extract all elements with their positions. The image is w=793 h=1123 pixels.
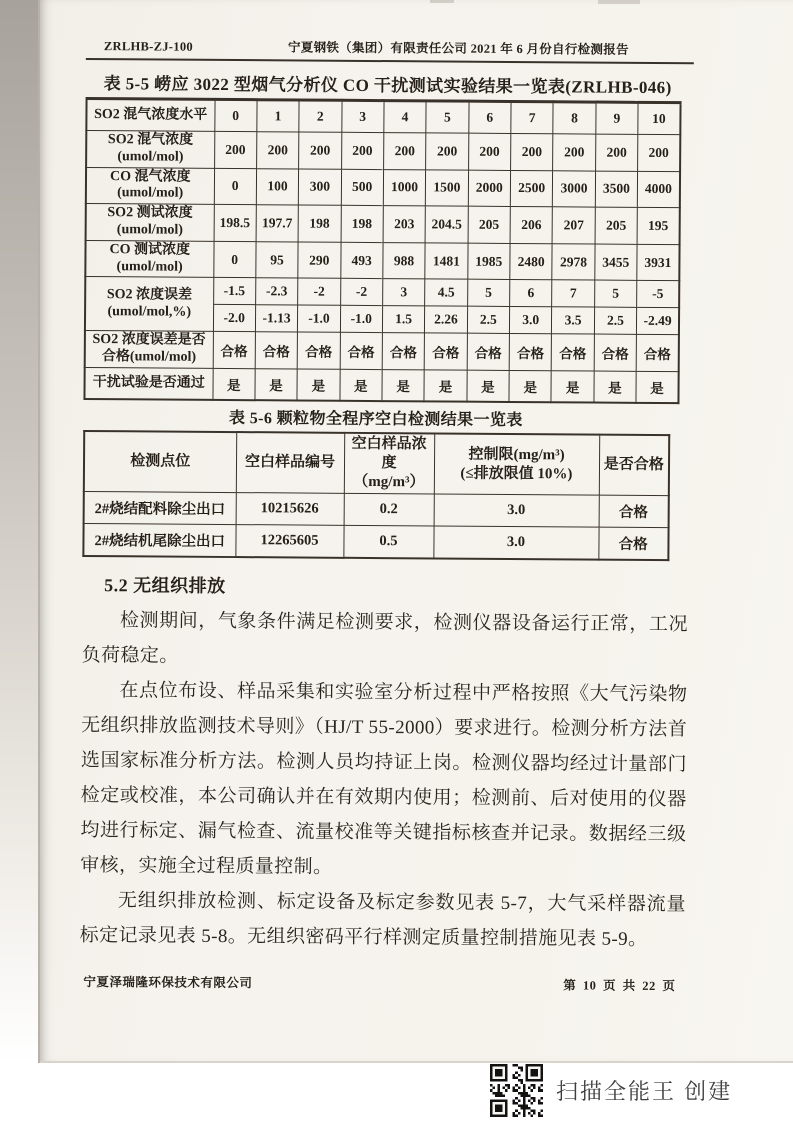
table-cell: 合格 <box>509 334 552 371</box>
table-cell: 200 <box>214 131 257 168</box>
table-cell: 200 <box>468 133 511 170</box>
table-cell: 3931 <box>637 244 680 281</box>
table-cell: -1.13 <box>255 305 298 332</box>
table-cell: 2.26 <box>425 306 468 333</box>
table-cell: 200 <box>426 133 469 170</box>
page-footer <box>79 972 681 994</box>
table-cell: 3000 <box>553 170 596 207</box>
table-cell: 是 <box>594 371 637 403</box>
table-cell: 合格 <box>552 334 595 371</box>
row-label: SO2 混气浓度 (umol/mol) <box>86 131 214 168</box>
table-cell: 5 <box>467 280 510 307</box>
table-cell: 合格 <box>213 332 256 369</box>
table-cell: -2.49 <box>637 308 680 335</box>
table-cell: 2#烧结机尾除尘出口 <box>83 523 235 557</box>
table-cell: 1500 <box>426 169 469 206</box>
column-header: 空白样品编号 <box>236 433 344 494</box>
table-cell: 是 <box>636 371 679 403</box>
table-cell: 5 <box>426 101 469 133</box>
table-cell: 200 <box>384 133 427 170</box>
table-cell: 1000 <box>383 169 426 206</box>
table-cell: -1.0 <box>340 306 383 333</box>
table-cell: 是 <box>424 370 467 402</box>
table-row <box>86 99 680 135</box>
table-cell: 是 <box>212 368 255 400</box>
paragraph-3: 无组织排放检测、标定设备及标定参数见表 5-7，大气采样器流量标定记录见表 5-8。无组织密码平行样测定质量控制措施见表 5-9。 <box>79 889 687 950</box>
table-cell: 9 <box>596 102 639 134</box>
table-cell: 1481 <box>425 243 468 280</box>
table-cell: 195 <box>637 208 680 245</box>
table-cell: 95 <box>256 241 299 278</box>
scan-artifact <box>598 0 640 4</box>
table-cell: 197.7 <box>256 205 299 242</box>
table-cell: 493 <box>340 242 383 279</box>
blank-test-table <box>82 430 670 560</box>
table-cell: 200 <box>511 133 554 170</box>
table-cell: 0 <box>213 241 256 278</box>
table-row <box>86 204 680 245</box>
table-cell: 204.5 <box>425 206 468 243</box>
table-row <box>85 277 679 308</box>
table-cell: -2.3 <box>255 278 298 305</box>
table-cell: 3.0 <box>509 307 552 334</box>
table-cell: 2 <box>299 100 342 132</box>
qr-code-icon <box>490 1064 543 1117</box>
table-row <box>84 367 678 403</box>
table-cell: 1985 <box>467 243 510 280</box>
table-cell: 是 <box>551 371 594 403</box>
table-cell: -1.5 <box>213 278 256 305</box>
table-row <box>85 331 679 372</box>
table-cell: 198 <box>298 205 341 242</box>
table-cell: 203 <box>383 206 426 243</box>
page-header <box>86 36 694 58</box>
table-cell: -5 <box>637 281 680 308</box>
row-label: CO 混气浓度 (umol/mol) <box>86 167 214 204</box>
table-cell: 200 <box>638 134 681 171</box>
table-cell: -2 <box>340 279 383 306</box>
table-cell: 是 <box>509 370 552 402</box>
table-cell: 200 <box>299 132 342 169</box>
table-cell: 12265605 <box>235 524 343 557</box>
table-cell: 300 <box>299 169 342 206</box>
table-cell: 3.0 <box>434 494 599 527</box>
table-cell: 200 <box>595 134 638 171</box>
table-cell: 290 <box>298 242 341 279</box>
table-cell: 合格 <box>594 334 637 371</box>
table-row <box>84 491 669 527</box>
table-cell: 合格 <box>297 332 340 369</box>
table-cell: 200 <box>341 132 384 169</box>
table-cell: 2480 <box>510 243 553 280</box>
report-title: 宁夏钢铁（集团）有限责任公司 2021 年 6 月份自行检测报告 <box>287 40 629 57</box>
table-cell: 0.2 <box>344 493 434 526</box>
table-cell: 0 <box>214 99 257 131</box>
table-cell: 0.5 <box>343 525 433 558</box>
column-header: 是否合格 <box>599 435 669 495</box>
table-cell: 合格 <box>382 333 425 370</box>
table-cell: 1 <box>257 100 300 132</box>
table-cell: 是 <box>340 369 383 401</box>
camscanner-watermark <box>0 1063 793 1123</box>
table-cell: 198.5 <box>214 205 257 242</box>
footer-company: 宁夏泽瑞隆环保技术有限公司 <box>83 975 253 991</box>
table-cell: 207 <box>552 207 595 244</box>
table-cell: 200 <box>256 132 299 169</box>
page-content <box>79 36 694 994</box>
table-cell: 0 <box>214 168 257 205</box>
table-cell: 合格 <box>598 527 668 560</box>
table-cell: 6 <box>468 101 511 133</box>
table-cell: 100 <box>256 168 299 205</box>
table-cell: 500 <box>341 169 384 206</box>
table-cell: 4 <box>384 101 427 133</box>
header-divider <box>86 58 694 64</box>
table-cell: 3 <box>383 279 426 306</box>
table-row <box>86 131 680 172</box>
table-header-row <box>84 431 669 495</box>
table-row <box>86 167 680 208</box>
table-cell: 7 <box>552 280 595 307</box>
watermark-caption: 扫描全能王 创建 <box>556 1079 733 1104</box>
table-row <box>83 523 668 560</box>
table-cell: 合格 <box>424 333 467 370</box>
table-cell: 合格 <box>340 333 383 370</box>
table-cell: 206 <box>510 207 553 244</box>
table-cell: 是 <box>297 369 340 401</box>
table-cell: 3.5 <box>552 307 595 334</box>
table-cell: 5 <box>594 280 637 307</box>
table-cell: 2.5 <box>467 307 510 334</box>
table-cell: 10215626 <box>236 492 344 525</box>
table-5-6-title: 表 5-6 颗粒物全程序空白检测结果一览表 <box>228 410 523 430</box>
table-cell: 3.0 <box>433 526 598 560</box>
row-label: SO2 混气浓度水平 <box>86 99 214 132</box>
table-cell: 7 <box>511 101 554 133</box>
table-cell: 是 <box>382 370 425 402</box>
table-row <box>85 240 679 281</box>
table-cell: 205 <box>468 206 511 243</box>
table-cell: 3 <box>341 100 384 132</box>
table-cell: 198 <box>341 205 384 242</box>
table-cell: 3500 <box>595 171 638 208</box>
table-cell: 6 <box>510 280 553 307</box>
table-cell: -2.0 <box>213 305 256 332</box>
table-cell: 2.5 <box>594 307 637 334</box>
row-label: CO 测试浓度 (umol/mol) <box>85 240 213 277</box>
table-cell: 2500 <box>510 170 553 207</box>
table-cell: 2978 <box>552 244 595 281</box>
table-cell: 合格 <box>636 335 679 372</box>
row-label: 干扰试验是否通过 <box>84 367 212 400</box>
table-cell: -2 <box>298 278 341 305</box>
footer-page-number: 第 10 页 共 22 页 <box>563 978 676 994</box>
table-cell: 4000 <box>637 171 680 208</box>
table-cell: 200 <box>553 134 596 171</box>
table-cell: 205 <box>595 207 638 244</box>
document-code: ZRLHB-ZJ-100 <box>103 39 194 54</box>
table-cell: 是 <box>255 369 298 401</box>
table-cell: 合格 <box>599 495 669 527</box>
section-heading: 5.2 无组织排放 <box>104 574 226 596</box>
paragraph-1: 检测期间，气象条件满足检测要求，检测仪器设备运行正常，工况负荷稳定。 <box>81 609 688 667</box>
column-header: 空白样品浓度 （mg/m³） <box>344 433 434 493</box>
column-header: 检测点位 <box>84 431 236 492</box>
table-cell: 是 <box>467 370 510 402</box>
table-cell: 2#烧结配料除尘出口 <box>84 491 236 524</box>
table-cell: -1.0 <box>298 305 341 332</box>
table-cell: 10 <box>638 102 681 134</box>
co-interference-table <box>83 97 681 405</box>
paragraph-2: 在点位布设、样品采集和实验室分析过程中严格按照《大气污染物无组织排放监测技术导则》（HJ/T 55-2000）要求进行。检测分析方法首选国家标准分析方法。检测人员均持证上岗。检测仪器均经过计量部门检定或校准，本公司确认并在有效期内使用；检测前、后对使用的仪器均进行标定、漏气检查、流量校准等关键指标核查并记录。数据经三级审核，实施全过程质量控制。 <box>80 679 688 878</box>
table-cell: 8 <box>553 102 596 134</box>
table-cell: 4.5 <box>425 279 468 306</box>
table-cell: 2000 <box>468 170 511 207</box>
scan-artifact <box>430 0 454 3</box>
document-page <box>38 0 793 1063</box>
table-cell: 合格 <box>255 332 298 369</box>
column-header: 控制限(mg/m³) (≤排放限值 10%) <box>434 434 599 495</box>
table-cell: 3455 <box>595 244 638 281</box>
table-5-5-title: 表 5-5 崂应 3022 型烟气分析仪 CO 干扰测试实验结果一览表(ZRLHB-046) <box>103 74 672 98</box>
row-label: SO2 浓度误差 (umol/mol,%) <box>85 277 213 332</box>
row-label: SO2 测试浓度 (umol/mol) <box>86 204 214 241</box>
row-label: SO2 浓度误差是否 合格(umol/mol) <box>85 331 213 368</box>
table-cell: 988 <box>383 242 426 279</box>
table-cell: 合格 <box>467 334 510 371</box>
table-cell: 1.5 <box>382 306 425 333</box>
